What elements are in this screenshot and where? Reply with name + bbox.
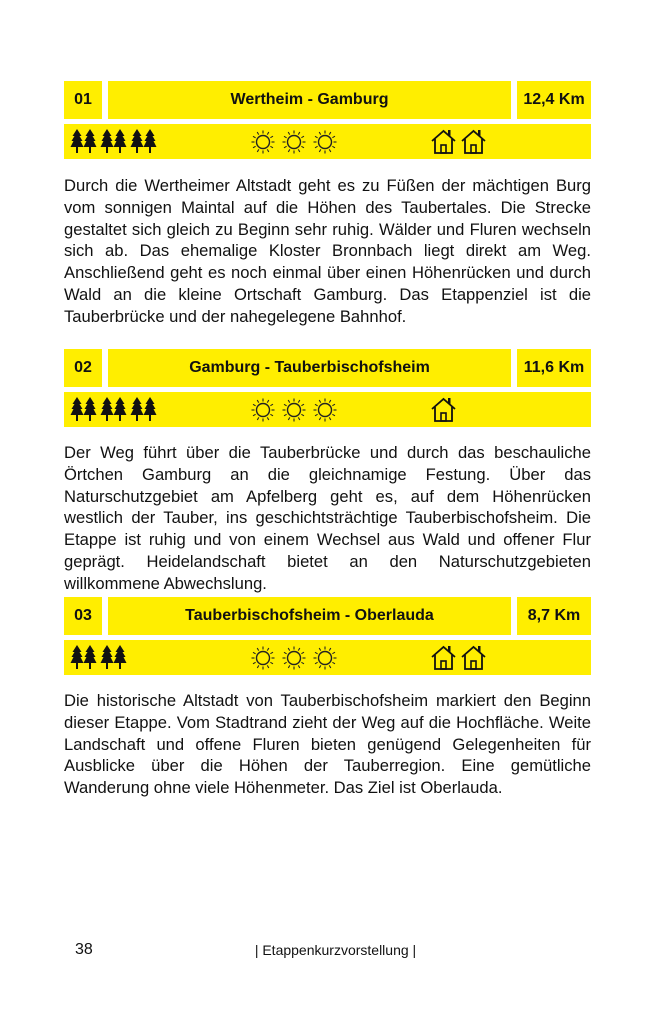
stage-header [64, 597, 591, 635]
sun-icon [250, 397, 276, 423]
tree-icon [100, 396, 127, 423]
stage-title: Tauberbischofsheim - Oberlauda [108, 597, 511, 635]
difficulty-icon-row [64, 392, 591, 427]
sun-icon [281, 645, 307, 671]
stage-description: Die historische Altstadt von Tauberbischofsheim markiert den Beginn dieser Etappe. Vom Stadtrand zieht der Weg auf die Hochfläche. Weite Landschaft und offene Fluren bieten genügend Gelegenheiten für Ausblicke über die Höhen der Tauberregion. Eine gemütliche Wanderung ohne viele Höhenmeter. Das Ziel ist Oberlauda. [64, 691, 591, 798]
stage-title: Wertheim - Gamburg [108, 81, 511, 119]
stage-distance: 11,6 Km [517, 349, 591, 387]
chapter-label: | Etappenkurzvorstellung | [254, 942, 417, 958]
house-icon [430, 644, 457, 671]
house-rating [430, 128, 487, 155]
sun-rating [250, 128, 338, 155]
sun-rating [250, 644, 338, 671]
house-rating [430, 644, 487, 671]
sun-icon [312, 397, 338, 423]
sun-icon [312, 129, 338, 155]
difficulty-icon-row [64, 124, 591, 159]
tree-icon [100, 128, 127, 155]
tree-icon [130, 128, 157, 155]
stage-number: 02 [64, 349, 102, 387]
sun-icon [281, 397, 307, 423]
difficulty-icon-row [64, 640, 591, 675]
sun-icon [312, 645, 338, 671]
stage-distance: 12,4 Km [517, 81, 591, 119]
tree-icon [70, 128, 97, 155]
forest-rating [70, 644, 127, 671]
sun-icon [281, 129, 307, 155]
house-rating [430, 396, 457, 423]
page-number: 38 [75, 941, 93, 958]
stage-number: 01 [64, 81, 102, 119]
stage-title: Gamburg - Tauberbischofsheim [108, 349, 511, 387]
stage-header [64, 349, 591, 387]
page-footer [0, 941, 671, 963]
tree-icon [130, 396, 157, 423]
house-icon [430, 396, 457, 423]
stage-header [64, 81, 591, 119]
tree-icon [70, 396, 97, 423]
sun-rating [250, 396, 338, 423]
house-icon [460, 128, 487, 155]
stage-description: Der Weg führt über die Tauberbrücke und durch das beschauliche Örtchen Gamburg an die gleichnamige Festung. Über das Naturschutzgebiet am Apfelberg geht es, auf dem Höhenrücken westlich der Tauber, ins geschichtsträchtige Tauberbischofsheim. Die Etappe ist ruhig und von einem Wechsel aus Wald und offener Flur geprägt. Heidelandschaft bietet an den Naturschutzgebieten willkommene Abwechslung. [64, 443, 591, 593]
forest-rating [70, 128, 157, 155]
sun-icon [250, 129, 276, 155]
forest-rating [70, 396, 157, 423]
tree-icon [70, 644, 97, 671]
stage-distance: 8,7 Km [517, 597, 591, 635]
stage-number: 03 [64, 597, 102, 635]
tree-icon [100, 644, 127, 671]
house-icon [430, 128, 457, 155]
sun-icon [250, 645, 276, 671]
house-icon [460, 644, 487, 671]
stage-description: Durch die Wertheimer Altstadt geht es zu Füßen der mächtigen Burg vom sonnigen Maintal auf die Höhen des Taubertales. Die Strecke gestaltet sich gleich zu Beginn sehr ruhig. Wälder und Fluren wechseln sich ab. Das ehemalige Kloster Bronnbach liegt direkt am Weg. Anschließend geht es noch einmal über einen Höhenrücken und durch Wald an die kleine Ortschaft Gamburg. Das Etappenziel ist die Tauberbrücke und der nahegelegene Bahnhof. [64, 176, 591, 326]
